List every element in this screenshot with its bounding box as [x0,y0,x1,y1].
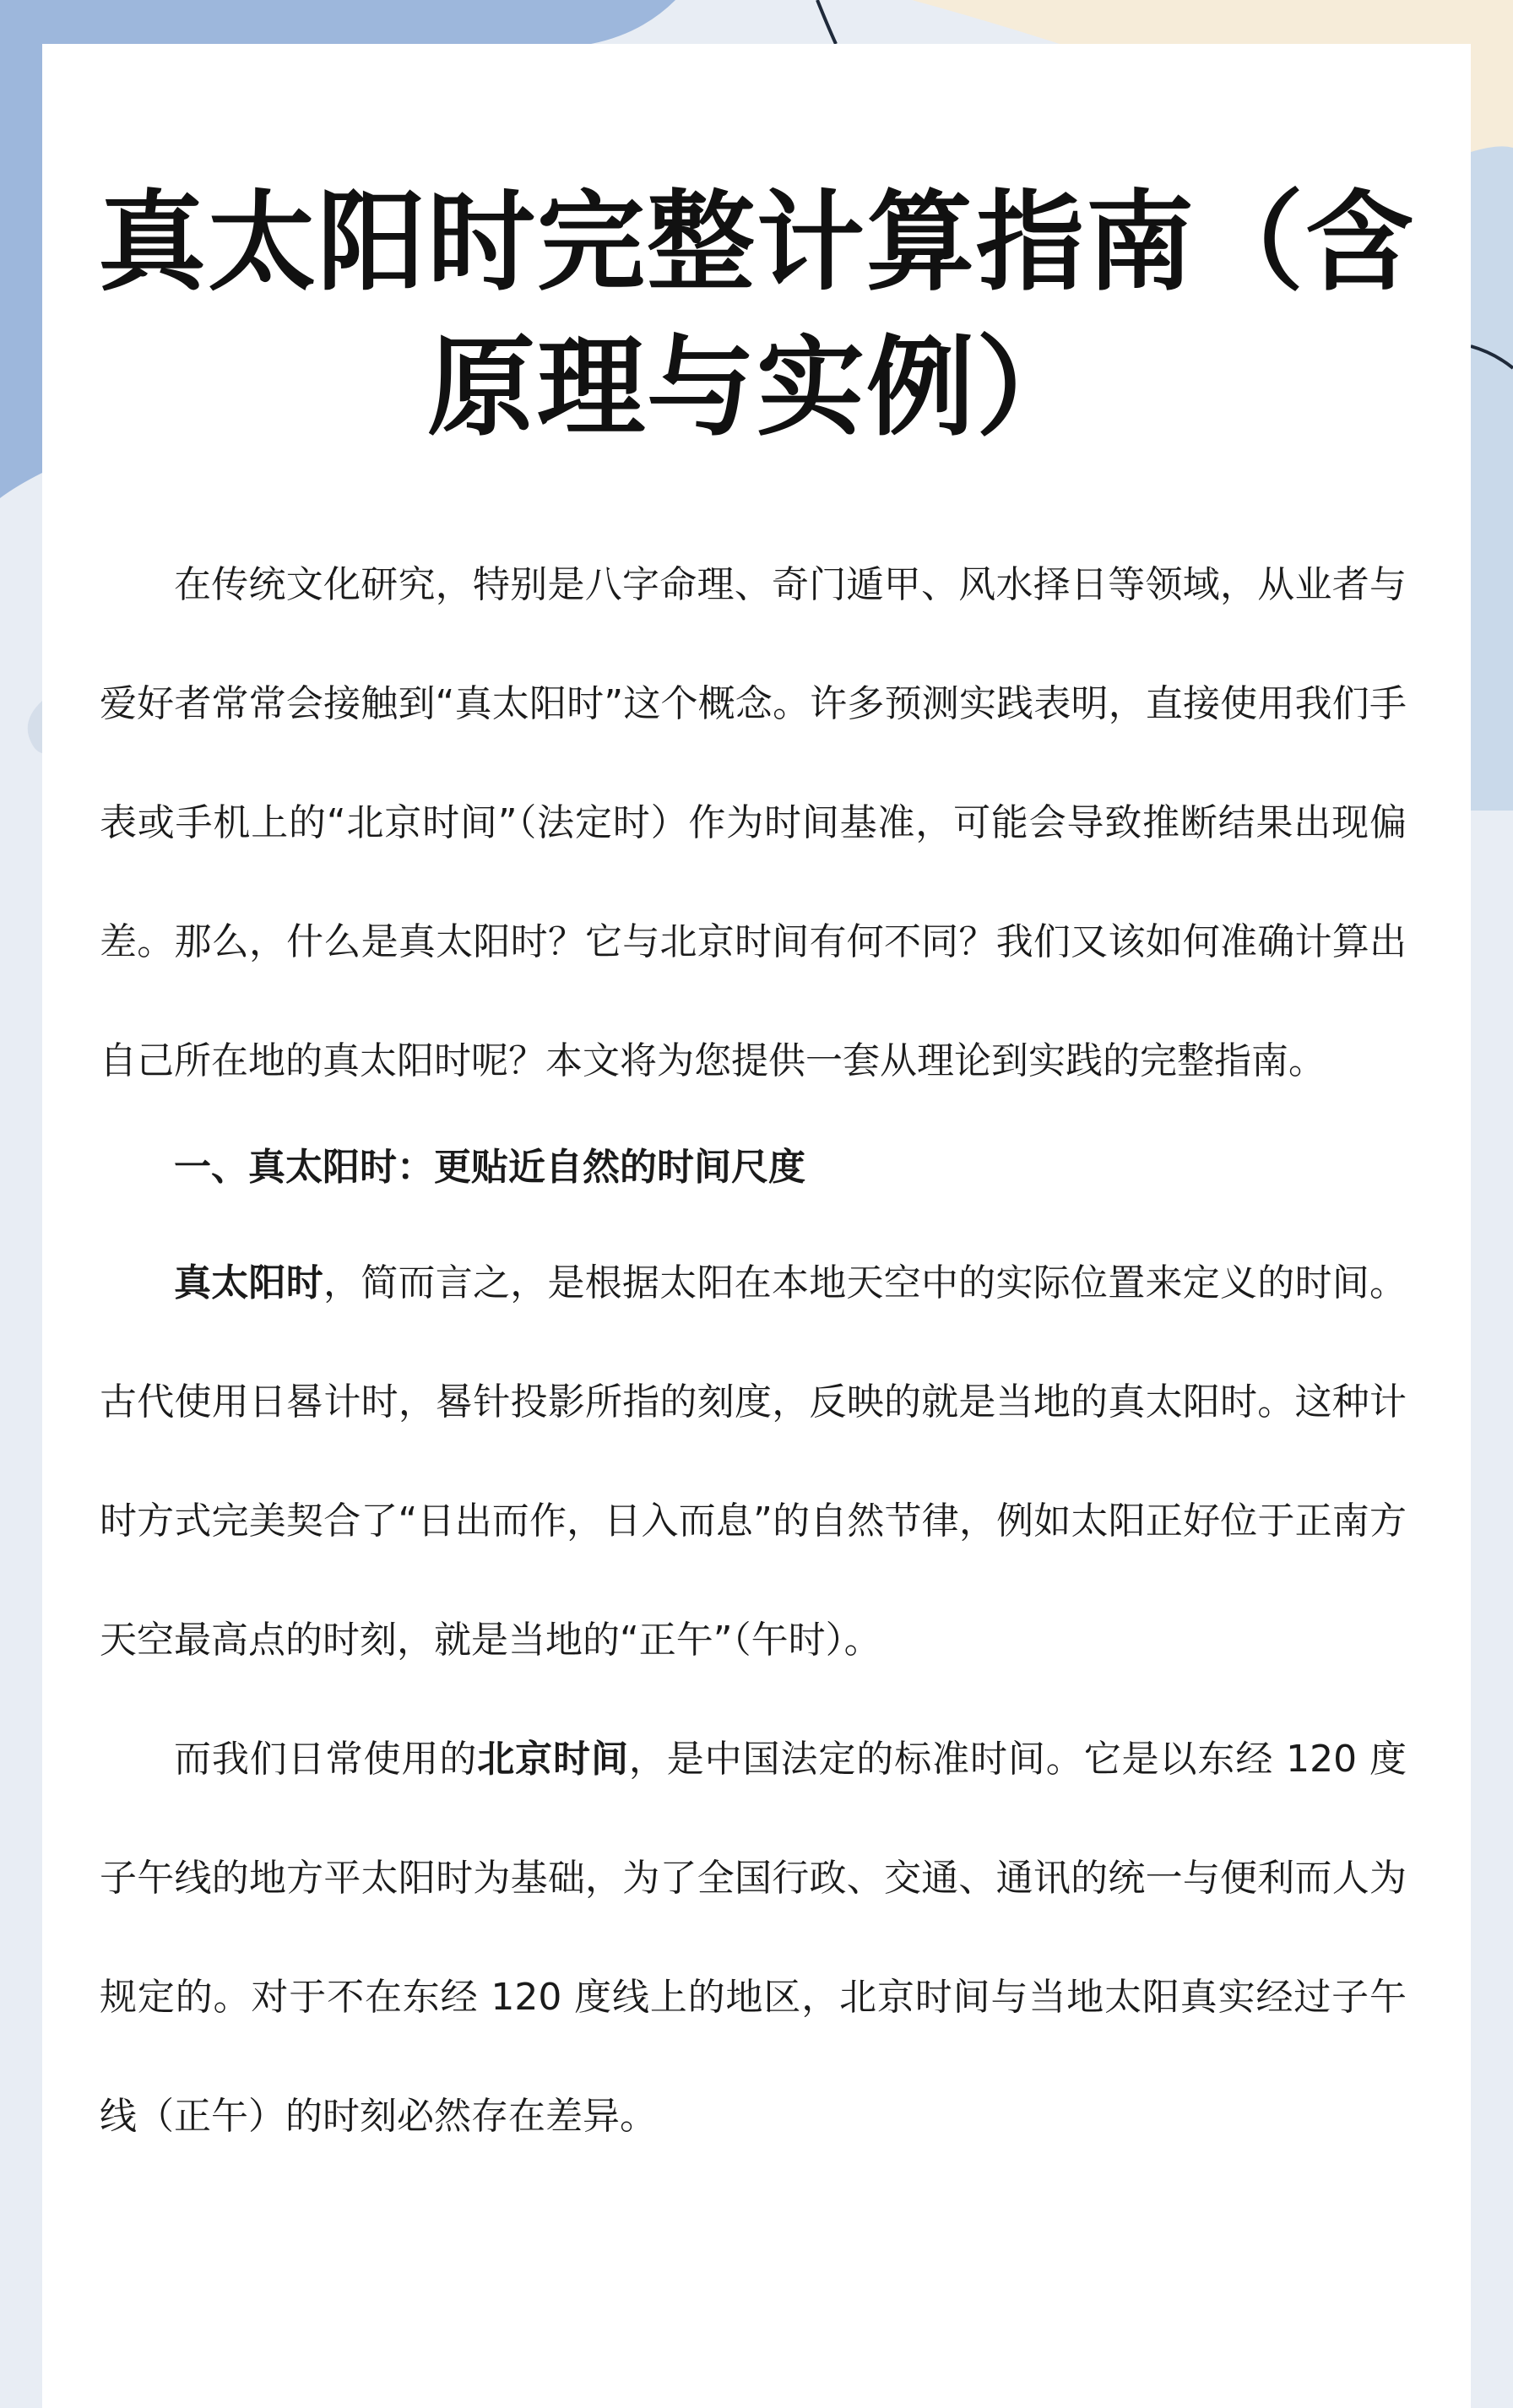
true-solar-time-paragraph [100,1223,1407,1700]
section-heading: 一、真太阳时：更贴近自然的时间尺度 [174,1146,805,1189]
beijing-time-intro: 而我们日常使用的 [174,1738,478,1781]
document-page [42,44,1471,2408]
intro-paragraph: 在传统文化研究，特别是八字命理、奇门遁甲、风水择日等领域，从业者与爱好者常常会接触到“真太阳时”这个概念。许多预测实践表明，直接使用我们手表或手机上的“北京时间”（法定时）作为时间基准，可能会导致推断结果出现偏差。那么，什么是真太阳时？它与北京时间有何不同？我们又该如何准确计算出自己所在地的真太阳时呢？本文将为您提供一套从理论到实践的完整指南。 [100,563,1407,1082]
light-blue-blob-right [1471,146,1513,811]
document-body [100,525,1407,2176]
beijing-time-paragraph [100,1700,1407,2176]
spacer [100,1215,1407,1223]
beijing-time-text: ，是中国法定的标准时间。它是以东经 120 度子午线的地方平太阳时为基础，为了全国行政、交通、通讯的统一与便利而人为规定的。对于不在东经 120 度线上的地区，北京时间与当地太阳真实经过子午线（正午）的时刻必然存在差异。 [100,1738,1407,2138]
true-solar-time-text: ，简而言之，是根据太阳在本地天空中的实际位置来定义的时间。古代使用日晷计时，晷针投影所指的刻度，反映的就是当地的真太阳时。这种计时方式完美契合了“日出而作，日入而息”的自然节律，例如太阳正好位于正南方天空最高点的时刻，就是当地的“正午”（午时）。 [100,1261,1407,1662]
term-true-solar-time: 真太阳时 [174,1261,323,1304]
document-title: 真太阳时完整计算指南（含原理与实例） [97,180,1415,451]
term-beijing-time: 北京时间 [477,1738,629,1781]
